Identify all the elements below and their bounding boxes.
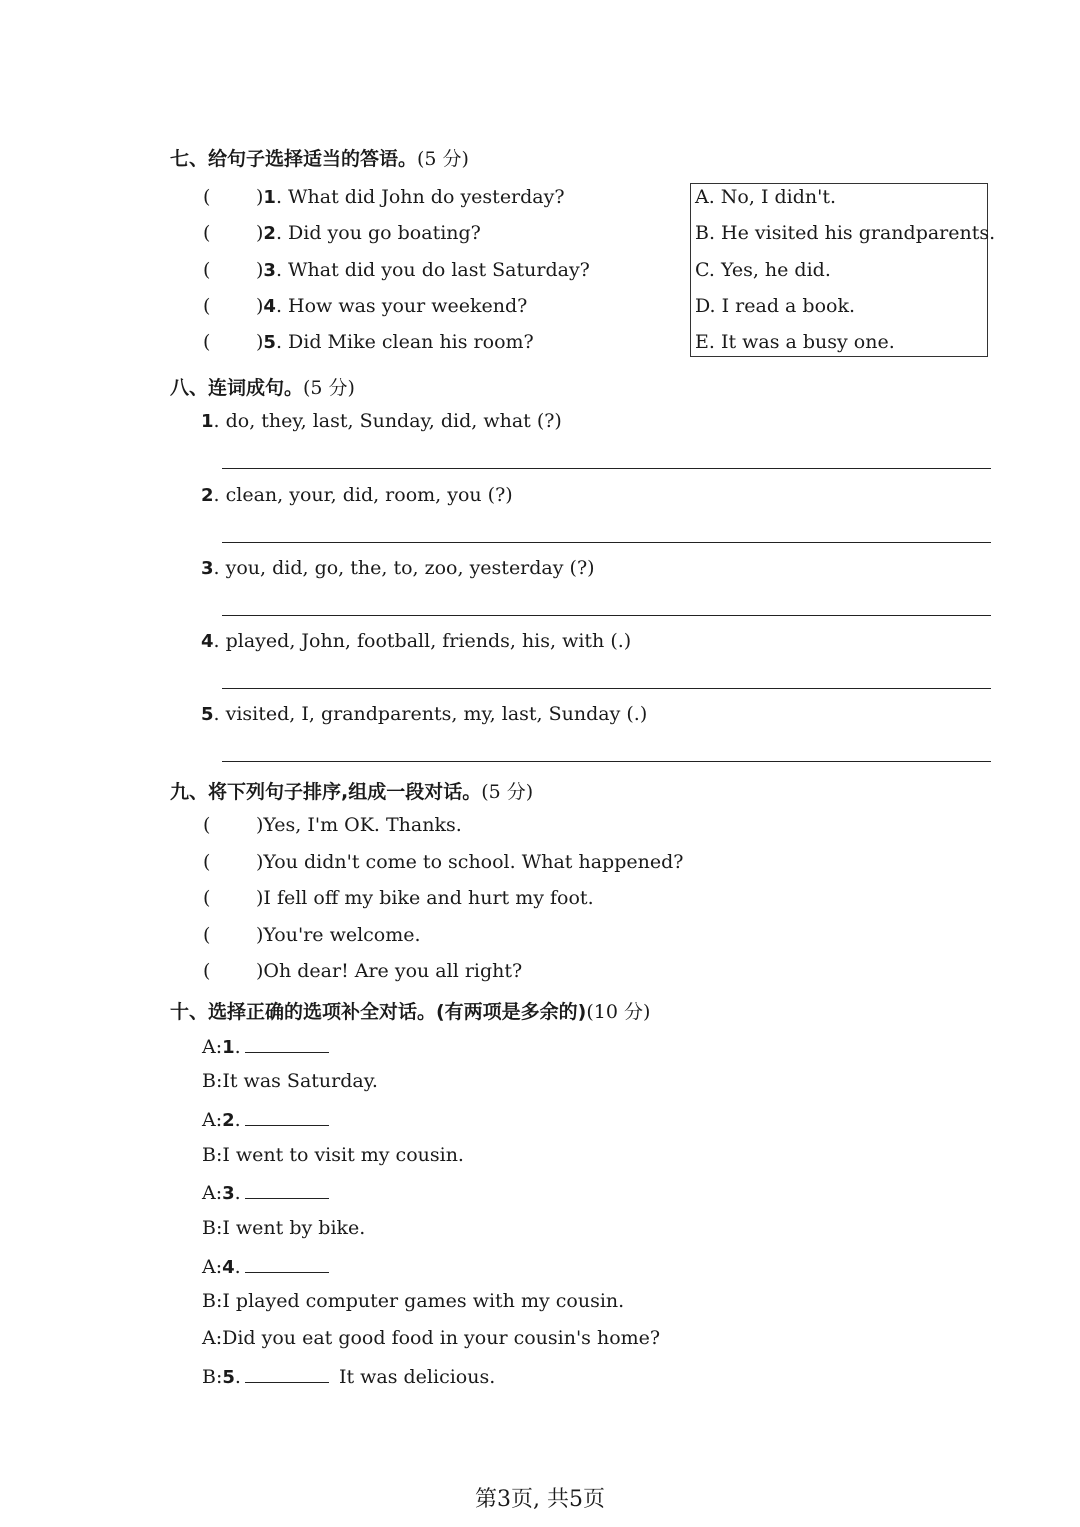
paren-close: ) <box>256 259 264 281</box>
blank-number: 5 <box>222 1367 235 1388</box>
dialogue-turn <box>202 1327 660 1349</box>
answer-blank[interactable] <box>245 1034 329 1053</box>
speaker-label: A: <box>202 1182 223 1204</box>
page-number: 第3页, 共5页 <box>475 1487 605 1512</box>
paren-open: ( <box>203 887 211 909</box>
dialogue-turn <box>202 1217 365 1239</box>
dialogue-sentence: )You're welcome. <box>256 924 421 946</box>
dot: . <box>234 1109 241 1131</box>
answer-line[interactable] <box>222 468 991 469</box>
dialogue-line <box>203 960 210 982</box>
section-8-title: 八、连词成句。 <box>170 377 304 399</box>
section-10-heading <box>170 997 650 1024</box>
paren-open: ( <box>203 924 211 946</box>
blank-number: 2 <box>222 1110 235 1131</box>
dot: . <box>234 1182 241 1204</box>
question-row <box>203 295 210 317</box>
paren-close: ) <box>256 186 264 208</box>
dialogue-line <box>203 887 210 909</box>
item-words: . you, did, go, the, to, zoo, yesterday (?) <box>213 557 595 579</box>
section-9-points: (5 分) <box>481 781 534 803</box>
dot: . <box>234 1366 241 1388</box>
option-c: C. Yes, he did. <box>695 259 831 281</box>
word-order-item <box>201 410 562 432</box>
speaker-label: A: <box>202 1327 223 1349</box>
question-text <box>256 222 481 244</box>
answer-blank[interactable] <box>245 1107 329 1126</box>
blank-number: 1 <box>222 1037 235 1058</box>
question-row <box>203 186 210 208</box>
word-order-item <box>201 703 647 725</box>
speaker-label: B: <box>202 1290 223 1312</box>
speaker-label: B: <box>202 1366 223 1388</box>
dialogue-sentence: )I fell off my bike and hurt my foot. <box>256 887 594 909</box>
question-text <box>256 331 534 353</box>
paren-close: ) <box>256 331 264 353</box>
dialogue-turn <box>202 1144 464 1166</box>
question-sentence: . Did you go boating? <box>275 222 481 244</box>
answer-blank[interactable] <box>245 1180 329 1199</box>
item-number: 5 <box>201 704 214 725</box>
section-10-points: (10 分) <box>586 1001 651 1023</box>
word-order-item <box>201 484 513 506</box>
question-text <box>256 295 527 317</box>
item-words: . clean, your, did, room, you (?) <box>213 484 513 506</box>
dialogue-sentence: )Yes, I'm OK. Thanks. <box>256 814 462 836</box>
speaker-label: B: <box>202 1144 223 1166</box>
item-number: 1 <box>201 411 214 432</box>
paren-open: ( <box>203 222 211 244</box>
dialogue-turn <box>202 1254 329 1278</box>
section-7-heading <box>170 144 469 171</box>
item-words: . do, they, last, Sunday, did, what (?) <box>213 410 562 432</box>
dialogue-turn <box>202 1070 378 1092</box>
dialogue-text: It was Saturday. <box>222 1070 378 1092</box>
dialogue-turn <box>202 1290 624 1312</box>
question-number: 4 <box>263 296 276 317</box>
dot: . <box>234 1036 241 1058</box>
dialogue-turn <box>202 1034 329 1058</box>
question-number: 2 <box>263 223 276 244</box>
dialogue-line <box>203 924 210 946</box>
answer-line[interactable] <box>222 615 991 616</box>
dialogue-line <box>203 851 210 873</box>
answer-blank[interactable] <box>245 1364 329 1383</box>
option-d: D. I read a book. <box>695 295 855 317</box>
dialogue-turn <box>202 1364 495 1388</box>
answer-line[interactable] <box>222 542 991 543</box>
dialogue-turn <box>202 1180 329 1204</box>
section-8-heading <box>170 373 355 400</box>
answer-options-box <box>690 183 996 357</box>
blank-number: 3 <box>222 1183 235 1204</box>
section-9-heading <box>170 777 533 804</box>
dialogue-sentence: )Oh dear! Are you all right? <box>256 960 523 982</box>
speaker-label: B: <box>202 1217 223 1239</box>
item-words: . visited, I, grandparents, my, last, Sunday (.) <box>213 703 648 725</box>
option-e: E. It was a busy one. <box>695 331 895 353</box>
question-sentence: . What did John do yesterday? <box>275 186 565 208</box>
blank-number: 4 <box>222 1257 235 1278</box>
section-9-title: 九、将下列句子排序,组成一段对话。 <box>170 781 482 803</box>
speaker-label: A: <box>202 1036 223 1058</box>
dialogue-text-after: It was delicious. <box>338 1366 496 1388</box>
speaker-label: A: <box>202 1256 223 1278</box>
paren-close: ) <box>256 295 264 317</box>
dialogue-text: I went by bike. <box>222 1217 366 1239</box>
question-number: 3 <box>263 260 276 281</box>
paren-open: ( <box>203 960 211 982</box>
item-words: . played, John, football, friends, his, with (.) <box>213 630 632 652</box>
section-10-title: 十、选择正确的选项补全对话。(有两项是多余的) <box>170 1001 587 1023</box>
paren-close: ) <box>256 222 264 244</box>
question-text <box>256 186 565 208</box>
question-text <box>256 259 590 281</box>
speaker-label: A: <box>202 1109 223 1131</box>
question-sentence: . What did you do last Saturday? <box>275 259 590 281</box>
option-a: A. No, I didn't. <box>695 186 837 208</box>
dialogue-line <box>203 814 210 836</box>
paren-open: ( <box>203 331 211 353</box>
option-b: B. He visited his grandparents. <box>695 222 996 244</box>
dialogue-text: Did you eat good food in your cousin's home? <box>222 1327 661 1349</box>
paren-open: ( <box>203 259 211 281</box>
paren-open: ( <box>203 851 211 873</box>
speaker-label: B: <box>202 1070 223 1092</box>
question-sentence: . Did Mike clean his room? <box>275 331 534 353</box>
dialogue-text: I went to visit my cousin. <box>222 1144 464 1166</box>
question-row <box>203 259 210 281</box>
dialogue-text: I played computer games with my cousin. <box>222 1290 625 1312</box>
item-number: 4 <box>201 631 214 652</box>
paren-open: ( <box>203 186 211 208</box>
section-7-title: 七、给句子选择适当的答语。 <box>170 148 418 170</box>
question-row <box>203 331 210 353</box>
dialogue-sentence: )You didn't come to school. What happened? <box>256 851 684 873</box>
section-8-points: (5 分) <box>303 377 355 399</box>
answer-blank[interactable] <box>245 1254 329 1273</box>
question-row <box>203 222 210 244</box>
answer-line[interactable] <box>222 688 991 689</box>
question-number: 1 <box>263 187 276 208</box>
item-number: 2 <box>201 485 214 506</box>
word-order-item <box>201 630 631 652</box>
paren-open: ( <box>203 814 211 836</box>
answer-line[interactable] <box>222 761 991 762</box>
section-7-points: (5 分) <box>417 148 469 170</box>
paren-open: ( <box>203 295 211 317</box>
dot: . <box>234 1256 241 1278</box>
word-order-item <box>201 557 595 579</box>
item-number: 3 <box>201 558 214 579</box>
dialogue-turn <box>202 1107 329 1131</box>
question-number: 5 <box>263 332 276 353</box>
question-sentence: . How was your weekend? <box>275 295 528 317</box>
